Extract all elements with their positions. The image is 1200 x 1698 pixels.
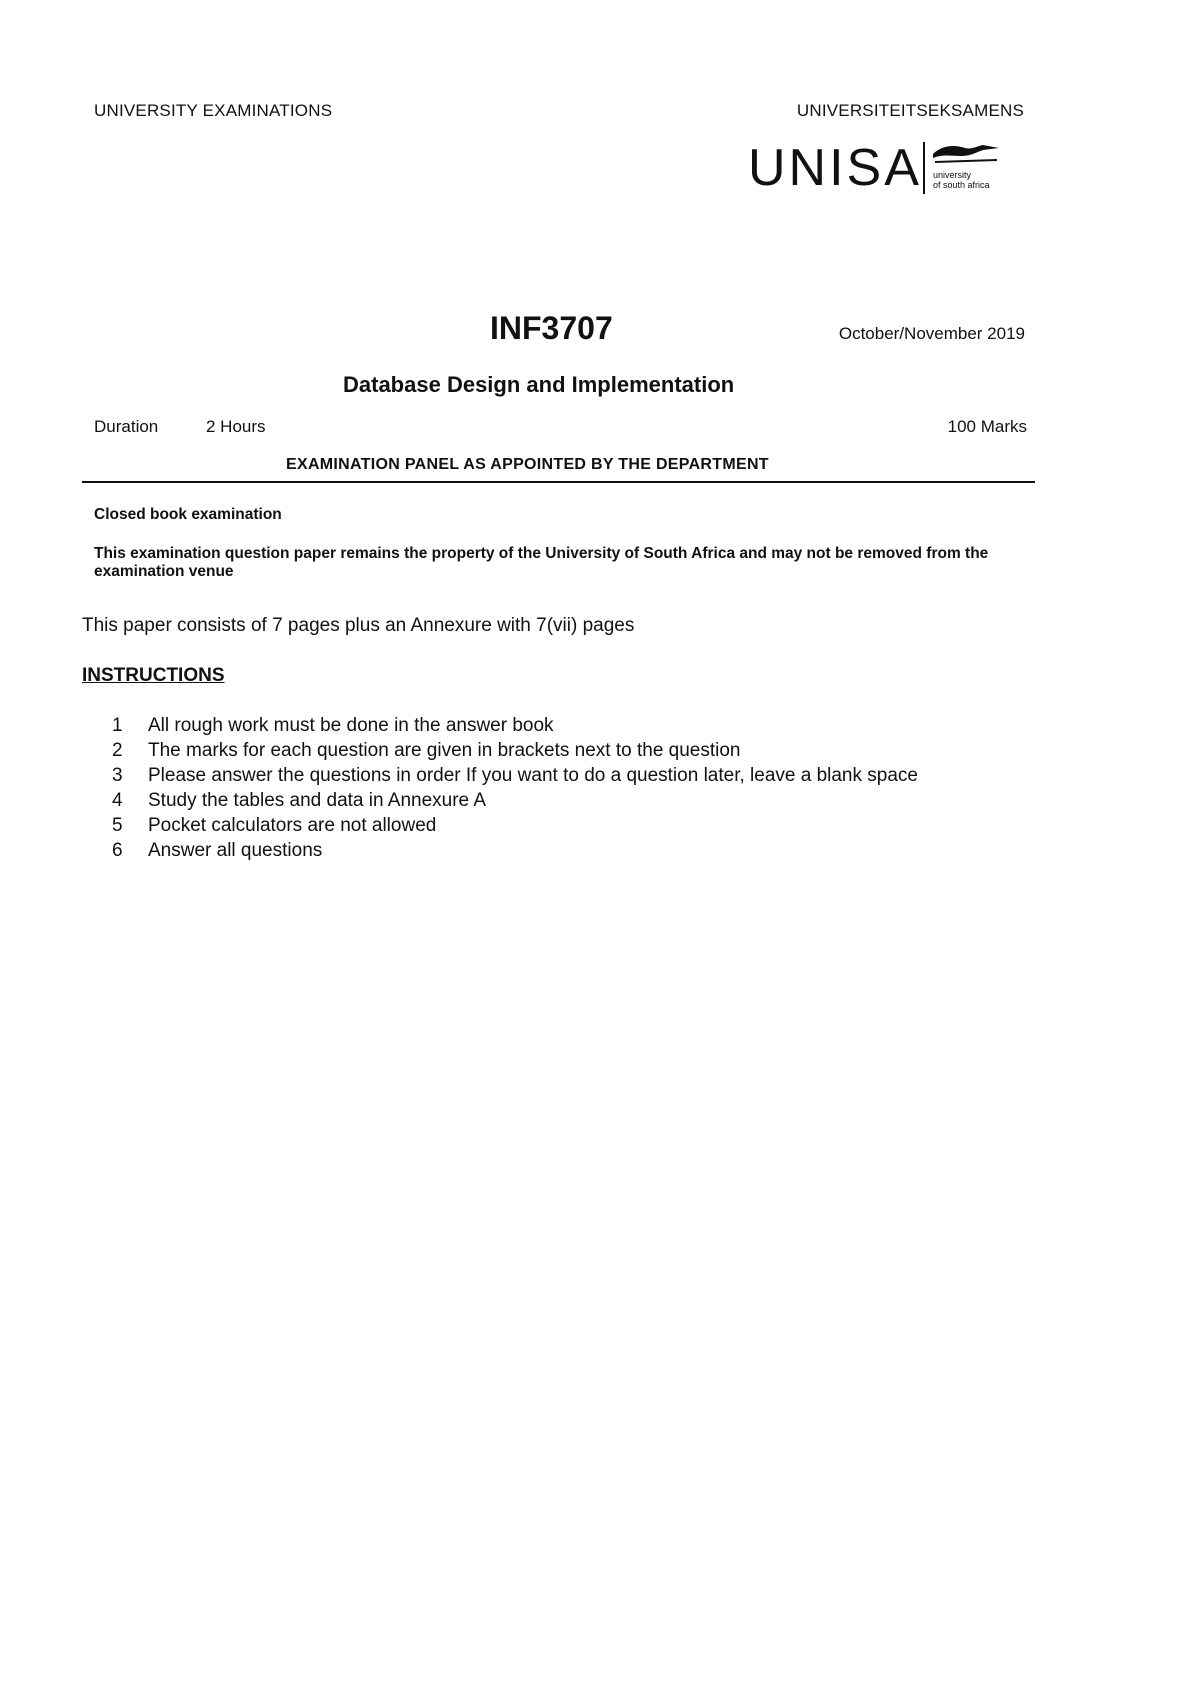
- unisa-logo: [748, 138, 1018, 202]
- module-code: INF3707: [490, 310, 613, 346]
- instruction-number: 6: [112, 840, 123, 861]
- property-note: This examination question paper remains the property of the University of South Africa and may not be removed from the examination venue: [94, 545, 989, 580]
- instruction-item: [112, 713, 918, 738]
- logo-divider: [923, 142, 925, 194]
- header-right: UNIVERSITEITSEKSAMENS: [796, 101, 1024, 120]
- logo-wordmark: UNISA: [748, 139, 922, 197]
- divider-line: [82, 481, 1035, 483]
- page-count-note: This paper consists of 7 pages plus an Annexure with 7(vii) pages: [82, 615, 635, 636]
- instruction-item: [112, 763, 918, 788]
- instruction-number: 2: [112, 740, 123, 761]
- instruction-text: The marks for each question are given in brackets next to the question: [148, 740, 741, 761]
- total-marks: 100 Marks: [947, 417, 1027, 436]
- instruction-item: [112, 738, 918, 763]
- instruction-text: Please answer the questions in order If you want to do a question later, leave a blank space: [148, 765, 918, 786]
- logo-sub-line1: university: [933, 170, 972, 180]
- header-left: UNIVERSITY EXAMINATIONS: [94, 101, 333, 120]
- logo-subtitle: [933, 170, 990, 190]
- instruction-item: [112, 788, 918, 813]
- module-title: Database Design and Implementation: [343, 372, 735, 397]
- instruction-item: [112, 813, 918, 838]
- instruction-text: Study the tables and data in Annexure A: [148, 790, 487, 811]
- exam-session: October/November 2019: [838, 324, 1025, 343]
- duration-label: Duration: [94, 417, 159, 436]
- bird-icon: [931, 140, 1001, 166]
- instruction-item: [112, 838, 918, 863]
- logo-sub-line2: of south africa: [933, 180, 990, 190]
- instruction-number: 3: [112, 765, 123, 786]
- duration-value: 2 Hours: [206, 417, 266, 436]
- instruction-text: Pocket calculators are not allowed: [148, 815, 437, 836]
- instructions-heading: INSTRUCTIONS: [82, 665, 225, 686]
- instruction-text: Answer all questions: [148, 840, 323, 861]
- instructions-list: [112, 713, 918, 863]
- closed-book-note: Closed book examination: [94, 506, 282, 523]
- instruction-number: 5: [112, 815, 123, 836]
- instruction-text: All rough work must be done in the answer book: [148, 715, 554, 736]
- examination-panel: EXAMINATION PANEL AS APPOINTED BY THE DEPARTMENT: [286, 456, 769, 473]
- instruction-number: 4: [112, 790, 123, 811]
- instruction-number: 1: [112, 715, 123, 736]
